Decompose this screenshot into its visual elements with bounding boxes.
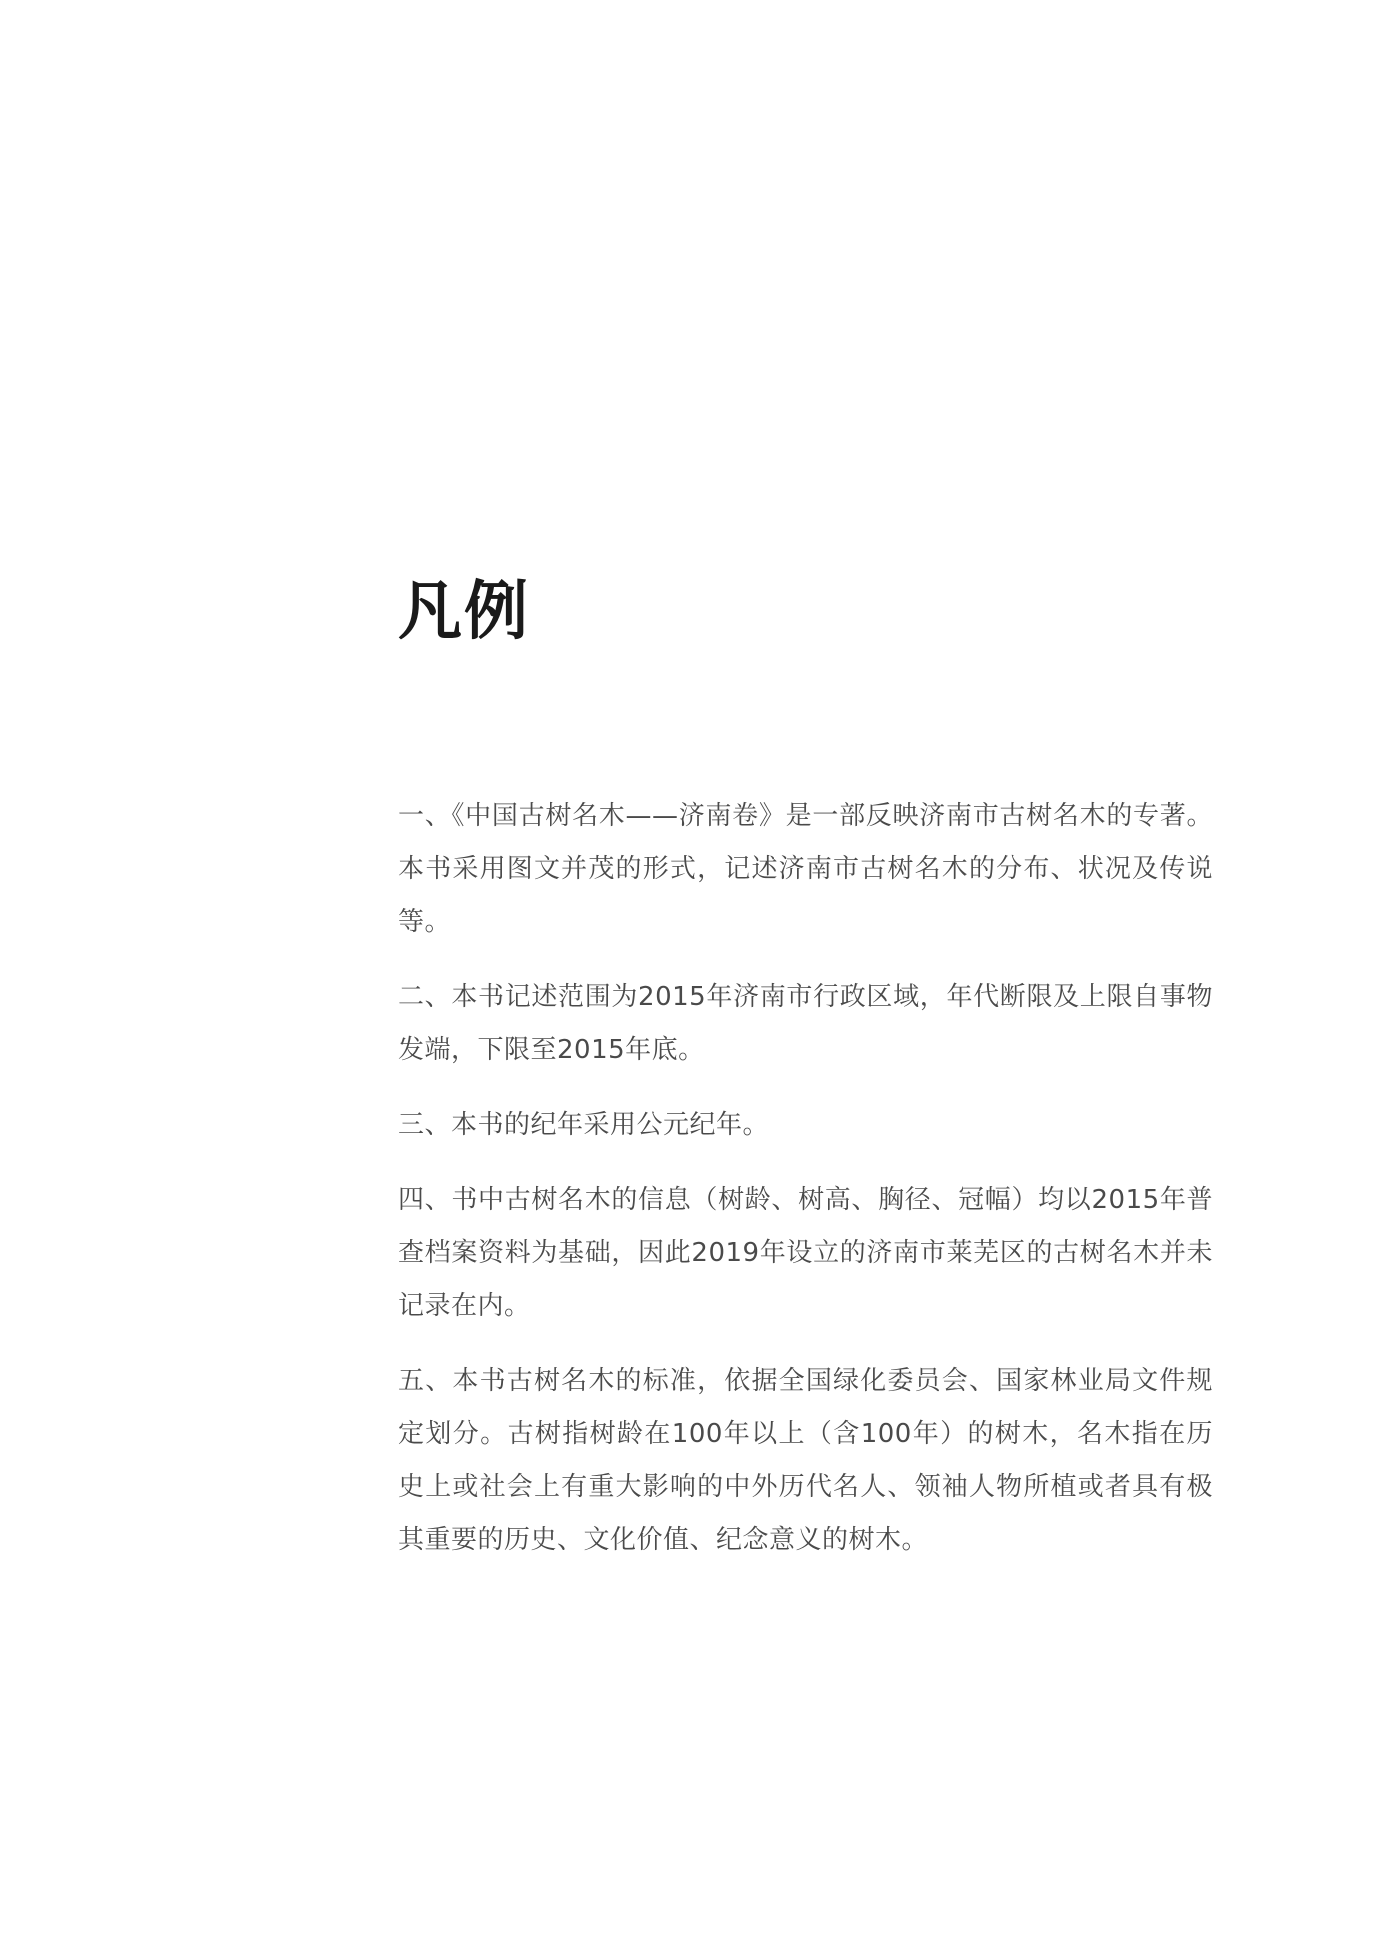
rule-item-5: 五、本书古树名木的标准，依据全国绿化委员会、国家林业局文件规定划分。古树指树龄在100年以上（含100年）的树木，名木指在历史上或社会上有重大影响的中外历代名人、领袖人物所植或者具有极其重要的历史、文化价值、纪念意义的树木。 [398,1366,1213,1555]
rule-item-3: 三、本书的纪年采用公元纪年。 [398,1110,770,1140]
page-title: 凡例 [398,574,530,649]
rules-list [398,790,1213,1589]
rule-item-2: 二、本书记述范围为2015年济南市行政区域，年代断限及上限自事物发端，下限至2015年底。 [398,982,1213,1065]
rule-item-1: 一、《中国古树名木——济南卷》是一部反映济南市古树名木的专著。本书采用图文并茂的形式，记述济南市古树名木的分布、状况及传说等。 [398,801,1213,937]
rule-item-4: 四、书中古树名木的信息（树龄、树高、胸径、冠幅）均以2015年普查档案资料为基础，因此2019年设立的济南市莱芜区的古树名木并未记录在内。 [398,1185,1213,1321]
